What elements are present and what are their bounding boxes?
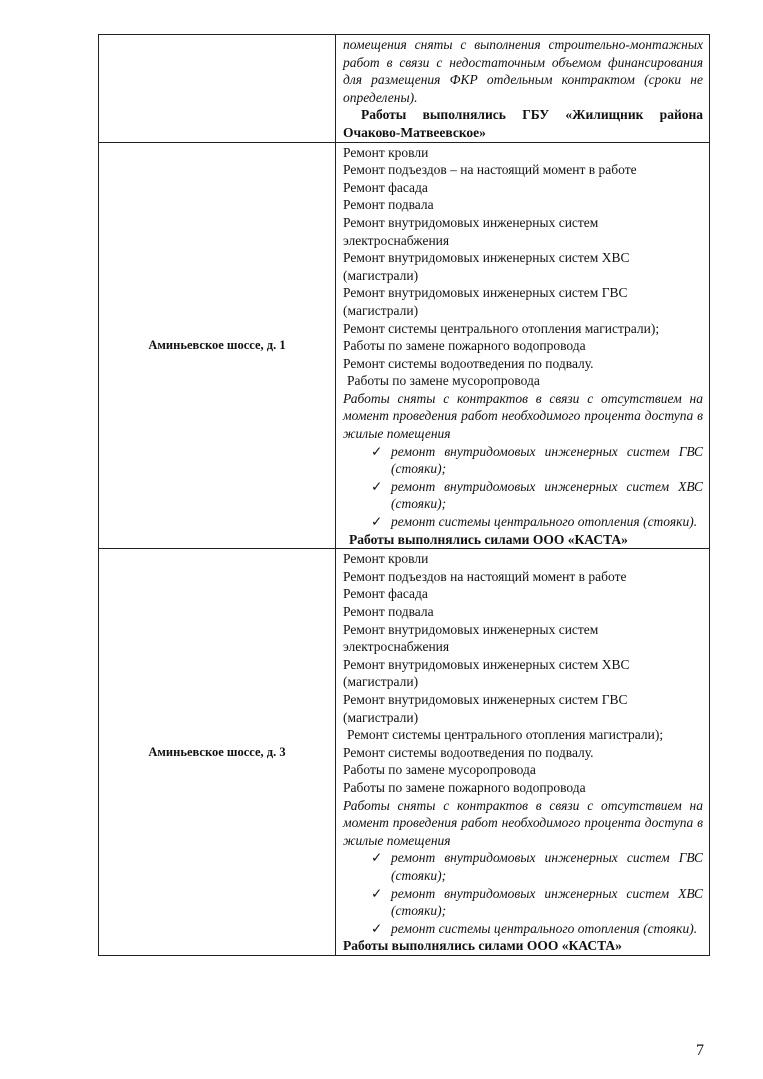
page-number: 7 (696, 1042, 704, 1059)
work-item: Ремонт подвала (343, 604, 434, 619)
work-item: Ремонт внутридомовых инженерных систем ГВС (магистрали) (343, 691, 628, 725)
check-icon: ✓ (371, 443, 383, 459)
work-item: Работы по замене пожарного водопровода (343, 338, 586, 354)
contractor-line: Работы выполнялись ГБУ «Жилищник района (361, 107, 703, 123)
work-item: Ремонт внутридомовых инженерных систем ГВС (магистрали) (343, 285, 628, 318)
table-row (99, 549, 710, 956)
table-row (99, 142, 710, 549)
removed-note: Работы сняты с контрактов в связи с отсутствием на момент проведения работ необходимого процента доступа в жилые помещения (343, 390, 703, 442)
list-item: ✓ ремонт внутридомовых инженерных систем ХВС (стояки); (371, 478, 703, 512)
works-cell (336, 142, 710, 549)
work-item: Ремонт подвала (343, 197, 434, 213)
work-item: Ремонт фасада (343, 586, 428, 602)
work-item: Ремонт внутридомовых инженерных систем ХВС (магистрали) (343, 656, 630, 690)
works-table (98, 34, 710, 956)
contractor-line: Работы выполнялись силами ООО «КАСТА» (343, 938, 622, 954)
work-item: Ремонт системы центрального отопления магистрали); (343, 320, 660, 336)
work-item: Работы по замене мусоропровода (343, 762, 536, 778)
check-icon: ✓ (371, 850, 383, 866)
address-cell: Аминьевское шоссе, д. 1 (99, 142, 336, 549)
work-item: Ремонт подъездов на настоящий момент в работе (343, 568, 627, 584)
list-item: ✓ ремонт внутридомовых инженерных систем ГВС (стояки); (371, 850, 703, 883)
address-cell (99, 35, 336, 143)
removed-list (343, 849, 703, 937)
work-item: Ремонт внутридомовых инженерных систем электроснабжения (343, 214, 599, 248)
work-item: Ремонт системы водоотведения по подвалу. (343, 355, 594, 371)
work-item: Работы по замене мусоропровода (347, 373, 540, 389)
contractor-line: Очаково-Матвеевское» (343, 124, 486, 140)
works-cell (336, 549, 710, 956)
list-item: ✓ ремонт внутридомовых инженерных систем ХВС (стояки); (371, 885, 703, 919)
removed-list (343, 443, 703, 531)
contractor-line: Работы выполнялись силами ООО «КАСТА» (349, 531, 628, 547)
check-icon: ✓ (371, 478, 383, 494)
removed-note: Работы сняты с контрактов в связи с отсутствием на момент проведения работ необходимого процента доступа в жилые помещения (343, 797, 703, 848)
check-icon: ✓ (371, 885, 383, 901)
list-item: ✓ ремонт системы центрального отопления (стояки). (371, 920, 698, 936)
work-item: Ремонт кровли (343, 144, 429, 160)
work-item: Ремонт системы центрального отопления магистрали); (347, 727, 664, 743)
continued-note: помещения сняты с выполнения строительно-монтажных работ в связи с недостаточным объемом финансирования для размещения ФКР отдельным контрактом (сроки не определены). (343, 37, 703, 105)
check-icon: ✓ (371, 920, 383, 936)
work-item: Ремонт подъездов – на настоящий момент в работе (343, 162, 637, 178)
list-item: ✓ ремонт внутридомовых инженерных систем ГВС (стояки); (371, 443, 703, 477)
list-item: ✓ ремонт системы центрального отопления (стояки). (371, 514, 698, 530)
works-cell (336, 35, 710, 143)
work-item: Работы по замене пожарного водопровода (343, 779, 586, 795)
work-item: Ремонт внутридомовых инженерных систем электроснабжения (343, 621, 599, 655)
work-item: Ремонт кровли (343, 551, 429, 567)
address-cell: Аминьевское шоссе, д. 3 (99, 549, 336, 956)
table-row (99, 35, 710, 143)
check-icon: ✓ (371, 514, 383, 530)
work-item: Ремонт внутридомовых инженерных систем ХВС (магистрали) (343, 250, 630, 283)
work-item: Ремонт фасада (343, 179, 428, 195)
work-item: Ремонт системы водоотведения по подвалу. (343, 744, 594, 760)
